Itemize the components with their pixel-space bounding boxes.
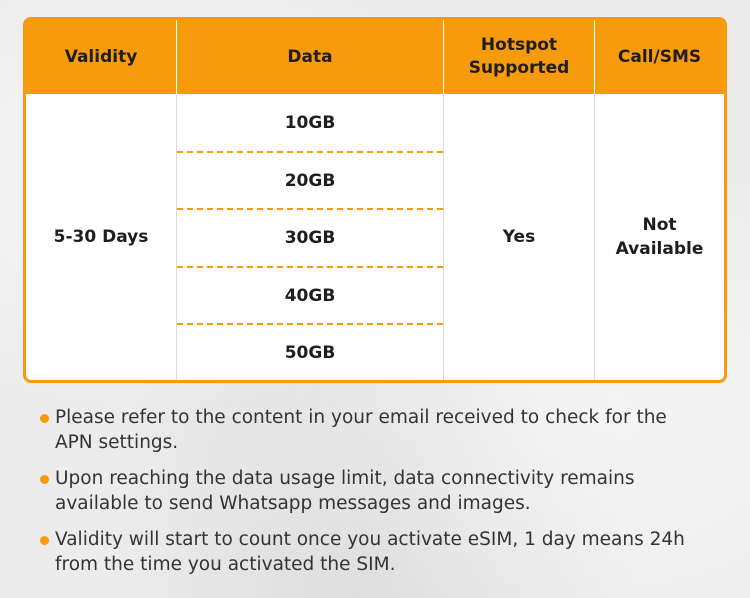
plan-table: [23, 17, 727, 383]
data-option-value: 40GB: [284, 285, 336, 306]
note-text-line2: APN settings.: [55, 432, 179, 453]
header-hotspot: [444, 20, 594, 94]
note-text-line1: Please refer to the content in your email received to check for the: [55, 407, 667, 428]
header-call-sms: [595, 20, 724, 94]
data-option-cell: [177, 266, 443, 323]
validity-cell: [26, 94, 176, 380]
bullet-dot-icon: [40, 414, 49, 423]
data-option-value: 10GB: [284, 112, 336, 133]
header-hotspot-label-line2: Supported: [468, 58, 570, 78]
note-text-line2: from the time you activated the SIM.: [55, 554, 396, 575]
data-option-value: 20GB: [284, 170, 336, 191]
call-sms-value-line2: Available: [615, 239, 704, 259]
data-option-value: 30GB: [284, 227, 336, 248]
data-option-value: 50GB: [284, 342, 336, 363]
header-data-label: Data: [287, 46, 333, 67]
call-sms-cell: [595, 94, 724, 380]
data-option-cell: [177, 94, 443, 151]
header-validity: [26, 20, 176, 94]
bullet-dot-icon: [40, 475, 49, 484]
header-hotspot-label-line1: Hotspot: [480, 35, 558, 55]
hotspot-cell: [444, 94, 594, 380]
bullet-dot-icon: [40, 536, 49, 545]
header-validity-label: Validity: [64, 46, 138, 67]
call-sms-value-line1: Not: [642, 215, 677, 235]
table-header-row: [26, 20, 724, 94]
note-text-line1: Validity will start to count once you activate eSIM, 1 day means 24h: [55, 529, 685, 550]
note-text-line1: Upon reaching the data usage limit, data connectivity remains: [55, 468, 635, 489]
data-option-cell: [177, 151, 443, 208]
note-item: [38, 527, 728, 577]
header-data: [177, 20, 443, 94]
hotspot-value: Yes: [502, 227, 536, 247]
header-call-sms-label: Call/SMS: [617, 46, 702, 67]
data-option-cell: [177, 208, 443, 265]
notes-list: [38, 405, 728, 588]
note-item: [38, 466, 728, 516]
note-text-line2: available to send Whatsapp messages and images.: [55, 493, 531, 514]
validity-value: 5-30 Days: [53, 227, 149, 247]
note-item: [38, 405, 728, 455]
data-option-cell: [177, 323, 443, 380]
